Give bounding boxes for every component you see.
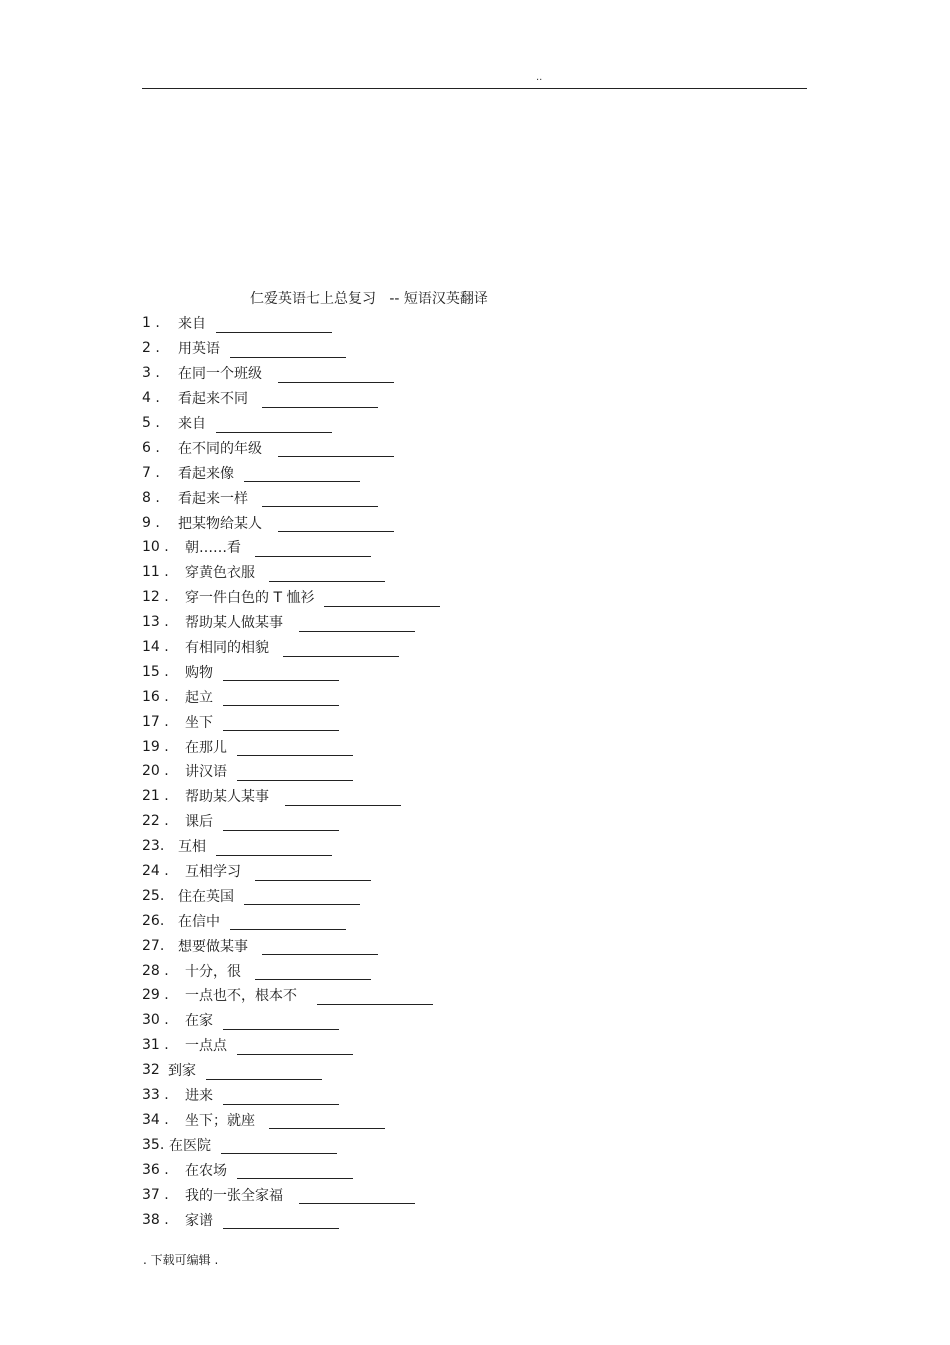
item-text: 课后 xyxy=(185,814,213,831)
list-item xyxy=(142,759,440,784)
item-number: 11 . xyxy=(142,564,169,581)
answer-blank[interactable] xyxy=(262,940,378,955)
item-text: 在同一个班级 xyxy=(178,366,262,383)
list-item xyxy=(142,1058,440,1083)
header-mark: .. xyxy=(536,72,543,83)
item-text: 看起来一样 xyxy=(178,490,248,507)
item-number: 12 . xyxy=(142,589,169,606)
item-number: 32 xyxy=(142,1062,160,1079)
item-number: 27. xyxy=(142,937,165,954)
item-text: 在农场 xyxy=(185,1162,227,1179)
item-text: 帮助某人某事 xyxy=(185,789,269,806)
answer-blank[interactable] xyxy=(278,517,394,532)
answer-blank[interactable] xyxy=(262,393,378,408)
answer-blank[interactable] xyxy=(223,816,339,831)
item-text: 到家 xyxy=(168,1063,196,1080)
item-text: 住在英国 xyxy=(178,888,234,905)
list-item xyxy=(142,635,440,660)
item-text: 互相学习 xyxy=(185,864,241,881)
item-text: 十分，很 xyxy=(185,963,241,980)
item-number: 37 . xyxy=(142,1186,169,1203)
item-text: 帮助某人做某事 xyxy=(185,615,283,632)
header-divider xyxy=(142,88,807,89)
list-item xyxy=(142,809,440,834)
list-item xyxy=(142,834,440,859)
list-item xyxy=(142,1207,440,1232)
answer-blank[interactable] xyxy=(221,1139,337,1154)
answer-blank[interactable] xyxy=(216,318,332,333)
item-number: 16 . xyxy=(142,688,169,705)
list-item xyxy=(142,709,440,734)
item-number: 17 . xyxy=(142,713,169,730)
answer-blank[interactable] xyxy=(237,741,353,756)
item-number: 36 . xyxy=(142,1161,169,1178)
answer-blank[interactable] xyxy=(223,1015,339,1030)
answer-blank[interactable] xyxy=(317,990,433,1005)
item-text: 朝……看 xyxy=(185,540,241,557)
answer-blank[interactable] xyxy=(269,1114,385,1129)
item-text: 有相同的相貌 xyxy=(185,640,269,657)
answer-blank[interactable] xyxy=(230,343,346,358)
item-text: 互相 xyxy=(178,839,206,856)
answer-blank[interactable] xyxy=(237,1164,353,1179)
answer-blank[interactable] xyxy=(269,567,385,582)
answer-blank[interactable] xyxy=(223,1214,339,1229)
item-text: 购物 xyxy=(185,664,213,681)
list-item xyxy=(142,311,440,336)
list-item xyxy=(142,859,440,884)
list-item xyxy=(142,659,440,684)
item-text: 家谱 xyxy=(185,1212,213,1229)
item-text: 一点也不，根本不 xyxy=(185,988,297,1005)
list-item xyxy=(142,1132,440,1157)
item-text: 坐下 xyxy=(185,714,213,731)
answer-blank[interactable] xyxy=(278,442,394,457)
list-item xyxy=(142,958,440,983)
item-number: 26. xyxy=(142,912,165,929)
item-text: 看起来不同 xyxy=(178,391,248,408)
item-number: 33 . xyxy=(142,1087,169,1104)
item-number: 21 . xyxy=(142,788,169,805)
list-item xyxy=(142,1008,440,1033)
item-number: 29 . xyxy=(142,987,169,1004)
list-item xyxy=(142,585,440,610)
answer-blank[interactable] xyxy=(299,617,415,632)
answer-blank[interactable] xyxy=(223,716,339,731)
item-text: 穿一件白色的 T 恤衫 xyxy=(185,590,315,607)
list-item xyxy=(142,784,440,809)
item-text: 来自 xyxy=(178,416,206,432)
answer-blank[interactable] xyxy=(255,866,371,881)
item-text: 把某物给某人 xyxy=(178,515,262,532)
list-item xyxy=(142,1083,440,1108)
list-item xyxy=(142,336,440,361)
list-item xyxy=(142,560,440,585)
answer-blank[interactable] xyxy=(223,1090,339,1105)
list-item xyxy=(142,411,440,436)
answer-blank[interactable] xyxy=(324,592,440,607)
item-number: 10 . xyxy=(142,539,169,556)
list-item xyxy=(142,386,440,411)
answer-blank[interactable] xyxy=(255,965,371,980)
item-number: 6 . xyxy=(142,439,160,456)
item-number: 3 . xyxy=(142,365,160,382)
answer-blank[interactable] xyxy=(206,1065,322,1080)
answer-blank[interactable] xyxy=(223,666,339,681)
answer-blank[interactable] xyxy=(244,467,360,482)
list-item xyxy=(142,883,440,908)
answer-blank[interactable] xyxy=(244,890,360,905)
item-text: 在医院 xyxy=(169,1137,211,1154)
item-number: 1 . xyxy=(142,315,160,332)
item-number: 2 . xyxy=(142,340,160,357)
item-number: 24 . xyxy=(142,863,169,880)
item-number: 31 . xyxy=(142,1037,169,1054)
item-number: 30 . xyxy=(142,1012,169,1029)
item-number: 20 . xyxy=(142,763,169,780)
list-item xyxy=(142,1108,440,1133)
item-text: 我的一张全家福 xyxy=(185,1187,283,1204)
item-text: 在那儿 xyxy=(185,739,227,756)
answer-blank[interactable] xyxy=(216,841,332,856)
item-text: 进来 xyxy=(185,1088,213,1105)
item-number: 28 . xyxy=(142,962,169,979)
list-item xyxy=(142,908,440,933)
item-text: 来自 xyxy=(178,316,206,333)
list-item xyxy=(142,933,440,958)
item-text: 在信中 xyxy=(178,913,220,930)
item-number: 8 . xyxy=(142,489,160,506)
list-item xyxy=(142,435,440,460)
answer-blank[interactable] xyxy=(255,542,371,557)
item-number: 4 . xyxy=(142,390,160,407)
item-number: 34 . xyxy=(142,1111,169,1128)
item-text: 想要做某事 xyxy=(178,938,248,955)
answer-blank[interactable] xyxy=(237,1040,353,1055)
answer-blank[interactable] xyxy=(230,915,346,930)
item-text: 用英语 xyxy=(178,341,220,358)
item-text: 看起来像 xyxy=(178,465,234,482)
list-item xyxy=(142,983,440,1008)
page-footer: . 下载可编辑 . xyxy=(143,1253,219,1267)
item-number: 7 . xyxy=(142,464,160,481)
item-text: 在不同的年级 xyxy=(178,440,262,457)
list-item xyxy=(142,361,440,386)
answer-blank[interactable] xyxy=(223,691,339,706)
item-text: 在家 xyxy=(185,1013,213,1030)
list-item xyxy=(142,1033,440,1058)
item-number: 14 . xyxy=(142,639,169,656)
list-item xyxy=(142,485,440,510)
item-number: 19 . xyxy=(142,738,169,755)
list-item xyxy=(142,510,440,535)
item-text: 坐下；就座 xyxy=(185,1112,255,1129)
list-item xyxy=(142,610,440,635)
item-number: 9 . xyxy=(142,514,160,531)
list-item xyxy=(142,684,440,709)
list-item xyxy=(142,1182,440,1207)
phrase-list xyxy=(142,311,440,1232)
item-number: 23. xyxy=(142,838,165,855)
item-text: 穿黄色衣服 xyxy=(185,565,255,582)
item-number: 38 . xyxy=(142,1211,169,1228)
item-number: 13 . xyxy=(142,614,169,631)
list-item xyxy=(142,535,440,560)
answer-blank[interactable] xyxy=(299,1189,415,1204)
answer-blank[interactable] xyxy=(278,368,394,383)
answer-blank[interactable] xyxy=(237,766,353,781)
list-item xyxy=(142,1157,440,1182)
item-text: 一点点 xyxy=(185,1038,227,1055)
item-number: 22 . xyxy=(142,813,169,830)
answer-blank[interactable] xyxy=(283,642,399,657)
list-item xyxy=(142,460,440,485)
item-number: 35. xyxy=(142,1136,165,1153)
answer-blank[interactable] xyxy=(262,492,378,507)
list-item xyxy=(142,734,440,759)
answer-blank[interactable] xyxy=(285,791,401,806)
item-number: 15 . xyxy=(142,663,169,680)
item-text: 讲汉语 xyxy=(185,764,227,781)
item-number: 5 . xyxy=(142,415,160,431)
page-title: 仁爱英语七上总复习 -- 短语汉英翻译 xyxy=(250,291,488,307)
item-text: 起立 xyxy=(185,689,213,706)
item-number: 25. xyxy=(142,887,165,904)
answer-blank[interactable] xyxy=(216,418,332,433)
